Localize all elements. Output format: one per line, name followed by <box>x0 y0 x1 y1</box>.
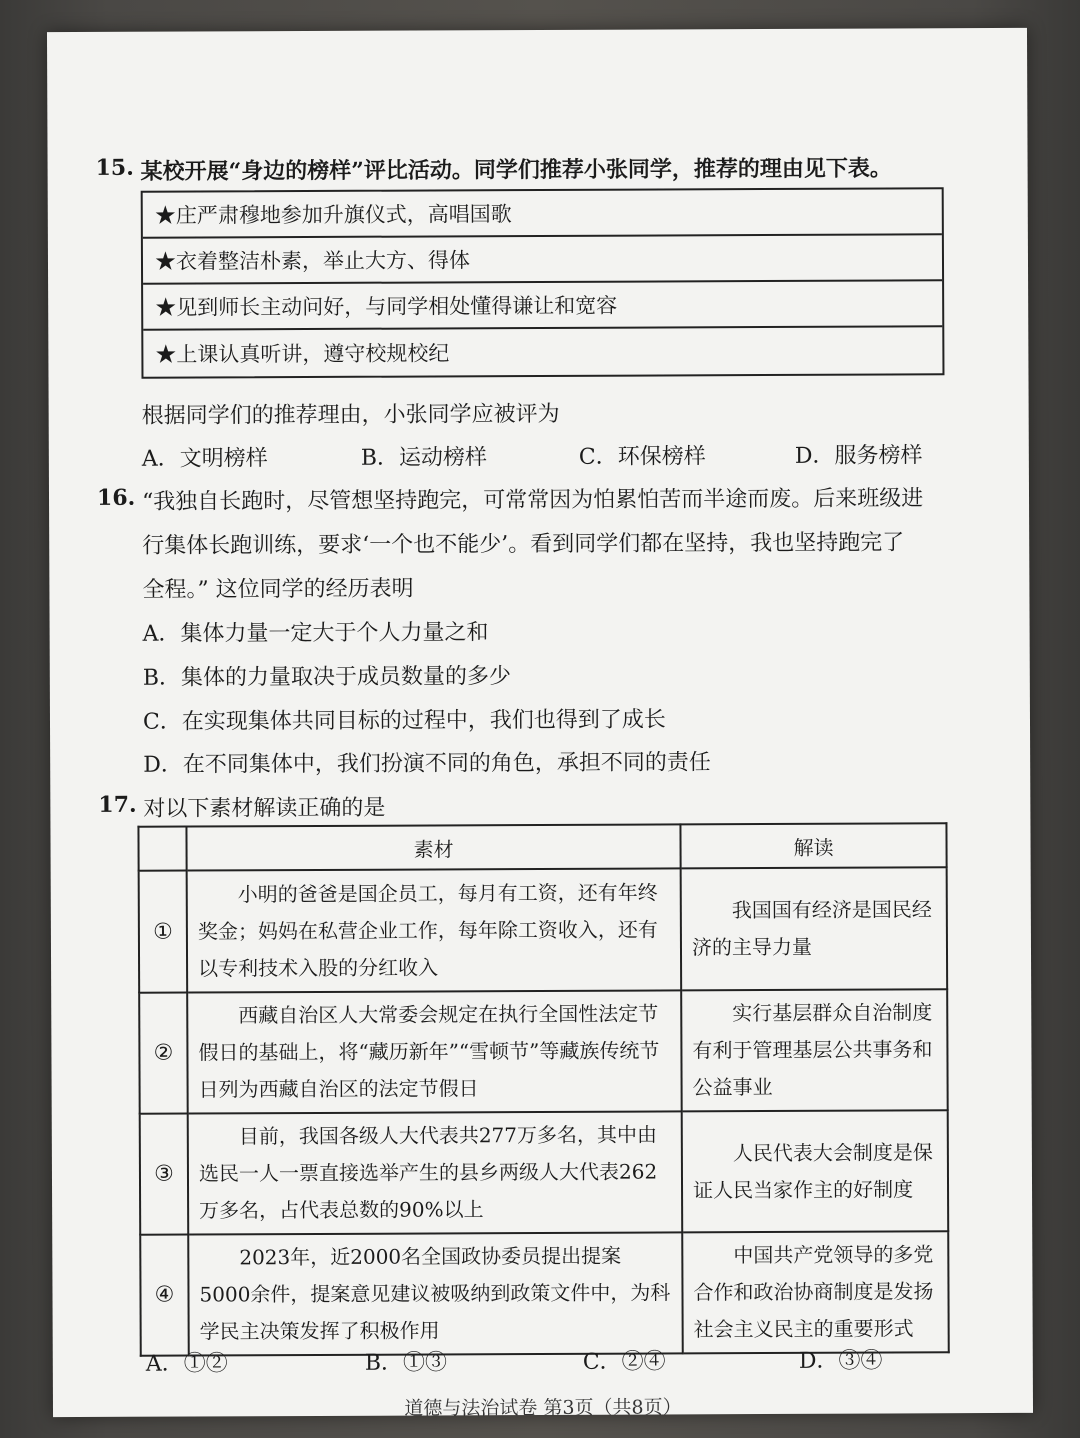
table-row <box>140 1110 949 1235</box>
page-footer: 道德与法治试卷 第3页（共8页） <box>404 1396 682 1420</box>
q17-option-b: B．①③ <box>364 1350 448 1376</box>
exam-paper <box>47 28 1033 1420</box>
q17-header-interpretation: 解读 <box>680 823 946 868</box>
q16-stem-line: 行集体长跑训练，要求‘一个也不能少’。看到同学们都在坚持，我也坚持跑完了 <box>142 530 905 559</box>
row-interpretation: 中国共产党领导的多党合作和政治协商制度是发扬社会主义民主的重要形式 <box>682 1231 949 1353</box>
row-material: 2023年，近2000名全国政协委员提出提案5000余件，提案意见建议被吸纳到政策文件中，为科学民主决策发挥了积极作用 <box>188 1232 683 1355</box>
q15-option-c: C．环保榜样 <box>578 444 706 470</box>
q17-option-c: C．②④ <box>582 1349 666 1375</box>
q17-number: 17. <box>98 791 137 818</box>
q17-material-table <box>137 822 949 1357</box>
q15-reason: ★衣着整洁朴素，举止大方、得体 <box>143 235 942 284</box>
q15-option-b: B．运动榜样 <box>360 445 488 471</box>
row-material: 目前，我国各级人大代表共277万多名，其中由选民一人一票直接选举产生的县乡两级人大代表262万多名，占代表总数的90%以上 <box>188 1111 683 1234</box>
q17-option-d: D．③④ <box>798 1348 883 1374</box>
q15-option-d: D．服务榜样 <box>794 443 923 469</box>
q17-header-material: 素材 <box>186 824 680 870</box>
row-interpretation: 人民代表大会制度是保证人民当家作主的好制度 <box>682 1110 949 1232</box>
q16-number: 16. <box>96 484 136 511</box>
row-interpretation: 实行基层群众自治制度有利于管理基层公共事务和公益事业 <box>681 989 948 1111</box>
q17-header-blank <box>138 827 186 871</box>
row-number: ① <box>139 871 188 993</box>
q16-option-d: D．在不同集体中，我们扮演不同的角色，承担不同的责任 <box>143 750 711 778</box>
q16-option-c: C．在实现集体共同目标的过程中，我们也得到了成长 <box>142 707 666 735</box>
q16-stem-line: 全程。” 这位同学的经历表明 <box>142 576 414 603</box>
row-number: ③ <box>140 1114 189 1235</box>
row-material: 西藏自治区人大常委会规定在执行全国性法定节假日的基础上，将“藏历新年”“雪顿节”等藏族传统节日列为西藏自治区的法定节假日 <box>187 990 682 1113</box>
row-interpretation: 我国国有经济是国民经济的主导力量 <box>681 867 948 990</box>
q15-reason: ★上课认真听讲，遵守校规校纪 <box>155 341 450 367</box>
q15-reason: ★见到师长主动问好，与同学相处懂得谦让和宽容 <box>143 281 942 330</box>
table-row <box>139 989 948 1114</box>
table-row <box>140 1231 949 1356</box>
row-number: ② <box>139 993 188 1114</box>
q15-stem: 某校开展“身边的榜样”评比活动。同学们推荐小张同学，推荐的理由见下表。 <box>140 155 892 185</box>
row-number: ④ <box>140 1235 189 1356</box>
q17-option-a: A．①② <box>145 1351 228 1377</box>
q17-stem: 对以下素材解读正确的是 <box>143 795 386 822</box>
q15-question: 根据同学们的推荐理由，小张同学应被评为 <box>141 401 560 429</box>
table-row <box>139 867 948 993</box>
q16-option-a: A．集体力量一定大于个人力量之和 <box>142 620 489 647</box>
row-material: 小明的爸爸是国企员工，每月有工资，还有年终奖金；妈妈在私营企业工作，每年除工资收入，还有以专利技术入股的分红收入 <box>187 868 682 992</box>
q15-reason: ★庄严肃穆地参加升旗仪式，高唱国歌 <box>143 189 942 238</box>
q15-reasons-table <box>141 187 945 379</box>
q16-option-b: B．集体的力量取决于成员数量的多少 <box>142 664 512 691</box>
q15-number: 15. <box>95 154 134 181</box>
q16-stem-line: “我独自长跑时，尽管想坚持跑完，可常常因为怕累怕苦而半途而废。后来班级进 <box>141 486 924 515</box>
q15-option-a: A．文明榜样 <box>141 446 268 472</box>
